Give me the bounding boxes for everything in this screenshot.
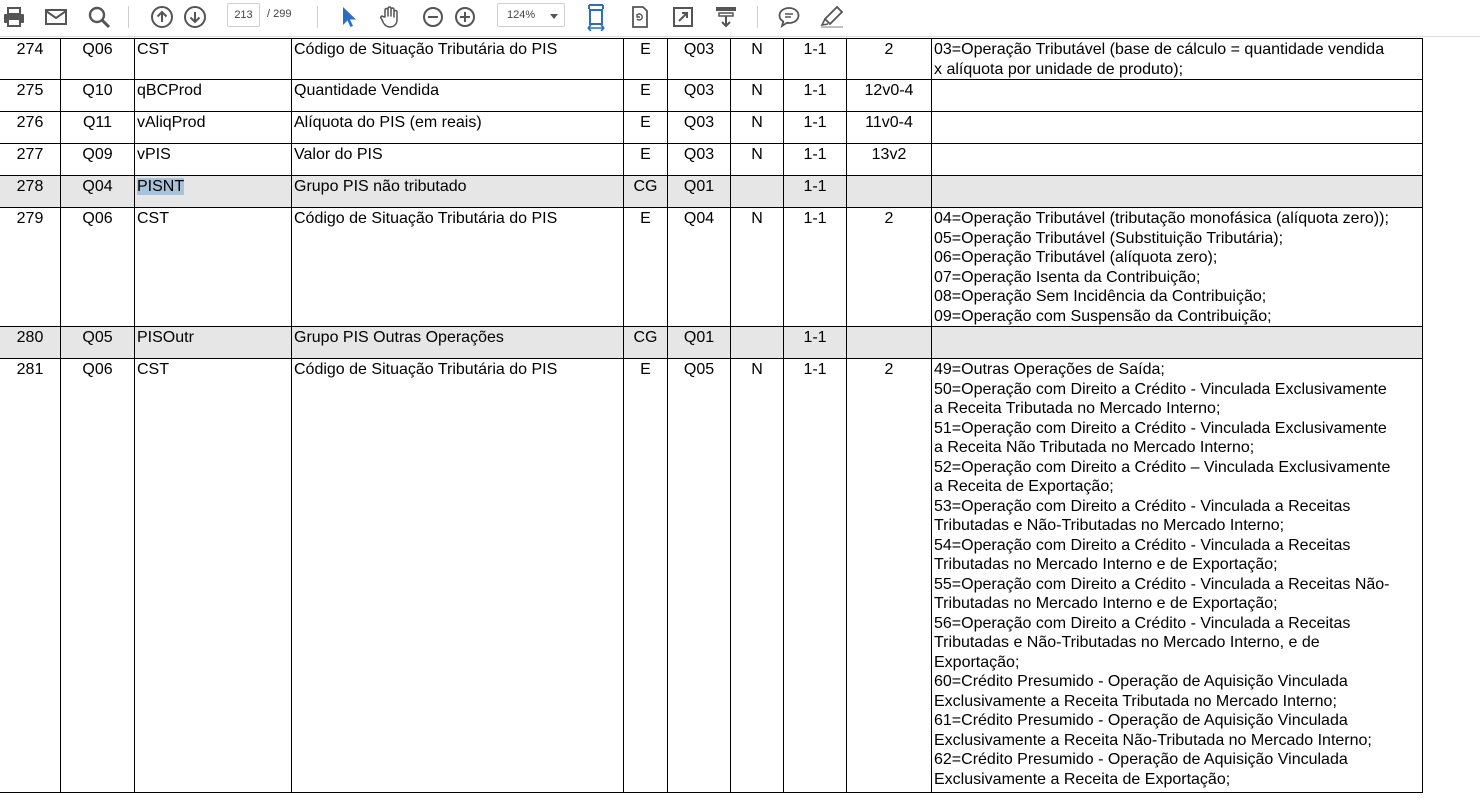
data-type-cell bbox=[731, 80, 784, 112]
description-text[interactable]: Quantidade Vendida bbox=[294, 82, 440, 99]
data-type-cell bbox=[731, 176, 784, 208]
field-id-text[interactable]: Q09 bbox=[82, 146, 113, 163]
zoom-in-button[interactable] bbox=[451, 4, 479, 30]
row-number-cell bbox=[0, 208, 61, 327]
parent-cell bbox=[668, 144, 731, 176]
row-number-text[interactable]: 277 bbox=[16, 146, 44, 163]
data-type-text[interactable]: N bbox=[751, 146, 763, 163]
data-type-cell bbox=[731, 359, 784, 793]
occurrence-text[interactable]: 1-1 bbox=[803, 146, 827, 163]
observation-line[interactable]: Tributadas e Não-Tributadas no Mercado Interno; bbox=[934, 517, 1285, 534]
zoom-out-button[interactable] bbox=[419, 4, 447, 30]
data-type-text[interactable]: N bbox=[751, 82, 763, 99]
parent-text[interactable]: Q04 bbox=[683, 210, 715, 227]
rotate-icon bbox=[629, 5, 651, 29]
observation-cell bbox=[932, 112, 1423, 144]
field-name-text[interactable]: vPIS bbox=[137, 146, 171, 163]
highlight-icon bbox=[819, 5, 845, 29]
page-up-icon bbox=[150, 5, 174, 29]
next-page-button[interactable] bbox=[181, 4, 209, 30]
field-name-text[interactable]: PISNT bbox=[137, 178, 185, 195]
table-row bbox=[0, 359, 1423, 793]
table-row bbox=[0, 39, 1423, 80]
rotate-button[interactable] bbox=[626, 4, 654, 30]
comment-icon bbox=[777, 5, 801, 29]
scroll-mode-icon bbox=[713, 5, 739, 29]
row-number-text[interactable]: 274 bbox=[16, 41, 44, 58]
hand-icon bbox=[378, 5, 402, 29]
row-number-cell bbox=[0, 359, 61, 793]
observation-cell bbox=[932, 39, 1423, 80]
occurrence-cell bbox=[784, 144, 847, 176]
field-name-cell bbox=[135, 112, 292, 144]
field-id-text[interactable]: Q11 bbox=[82, 114, 113, 131]
observation-line[interactable]: a Receita de Exportação; bbox=[934, 478, 1114, 495]
description-cell bbox=[292, 327, 624, 359]
row-number-text[interactable]: 275 bbox=[16, 82, 44, 99]
field-id-cell bbox=[61, 327, 135, 359]
element-type-text[interactable]: E bbox=[640, 114, 651, 131]
row-number-cell bbox=[0, 112, 61, 144]
email-icon bbox=[44, 7, 68, 27]
field-name-text[interactable]: vAliqProd bbox=[137, 114, 206, 131]
page-number-input[interactable] bbox=[227, 3, 260, 27]
row-number-cell bbox=[0, 176, 61, 208]
parent-cell bbox=[668, 359, 731, 793]
element-type-cell bbox=[624, 112, 668, 144]
size-text[interactable]: 12v0-4 bbox=[864, 82, 914, 99]
occurrence-cell bbox=[784, 327, 847, 359]
observation-line[interactable]: 08=Operação Sem Incidência da Contribuição; bbox=[934, 288, 1267, 305]
observation-cell bbox=[932, 176, 1423, 208]
observation-line[interactable]: Tributadas e Não-Tributadas no Mercado Interno, e de bbox=[934, 634, 1320, 651]
size-cell bbox=[847, 112, 932, 144]
field-id-cell bbox=[61, 112, 135, 144]
element-type-text[interactable]: E bbox=[640, 361, 651, 378]
observation-line[interactable]: Exclusivamente a Receita de Exportação; bbox=[934, 770, 1231, 788]
row-number-text[interactable]: 279 bbox=[16, 210, 44, 227]
page-total-label: / 299 bbox=[267, 8, 292, 20]
description-text[interactable]: Grupo PIS Outras Operações bbox=[294, 329, 504, 346]
size-cell bbox=[847, 80, 932, 112]
size-text[interactable]: 13v2 bbox=[871, 146, 907, 163]
parent-cell bbox=[668, 112, 731, 144]
occurrence-cell bbox=[784, 80, 847, 112]
observation-cell bbox=[932, 208, 1423, 327]
row-number-text[interactable]: 280 bbox=[16, 329, 44, 346]
observation-line[interactable]: 07=Operação Isenta da Contribuição; bbox=[934, 268, 1201, 286]
occurrence-text[interactable]: 1-1 bbox=[803, 210, 827, 227]
observation-line[interactable]: 51=Operação com Direito a Crédito - Vinculada Exclusivamente bbox=[934, 419, 1387, 437]
parent-text[interactable]: Q03 bbox=[683, 41, 715, 58]
size-text[interactable]: 2 bbox=[884, 210, 894, 227]
occurrence-cell bbox=[784, 39, 847, 80]
description-cell bbox=[292, 144, 624, 176]
field-name-text[interactable]: qBCProd bbox=[137, 82, 202, 99]
row-number-cell bbox=[0, 144, 61, 176]
row-number-text[interactable]: 281 bbox=[16, 361, 44, 378]
parent-text[interactable]: Q03 bbox=[683, 114, 715, 131]
size-cell bbox=[847, 144, 932, 176]
parent-text[interactable]: Q03 bbox=[683, 82, 715, 99]
hand-tool-button[interactable] bbox=[376, 4, 404, 30]
observation-line[interactable]: 52=Operação com Direito a Crédito – Vinculada Exclusivamente bbox=[934, 458, 1391, 476]
observation-line[interactable]: Exclusivamente a Receita Tributada no Mercado Interno; bbox=[934, 692, 1337, 710]
size-text[interactable]: 2 bbox=[884, 41, 894, 58]
occurrence-text[interactable]: 1-1 bbox=[803, 41, 827, 58]
field-name-text[interactable]: CST bbox=[137, 41, 169, 58]
field-id-cell bbox=[61, 80, 135, 112]
observation-line[interactable]: x alíquota por unidade de produto); bbox=[934, 60, 1184, 78]
observation-line[interactable]: 60=Crédito Presumido - Operação de Aquisição Vinculada bbox=[934, 673, 1348, 690]
occurrence-text[interactable]: 1-1 bbox=[803, 178, 827, 195]
observation-cell bbox=[932, 327, 1423, 359]
comment-button[interactable] bbox=[775, 4, 803, 30]
parent-cell bbox=[668, 39, 731, 80]
size-text[interactable]: 2 bbox=[884, 361, 894, 378]
occurrence-text[interactable]: 1-1 bbox=[803, 329, 827, 346]
data-type-cell bbox=[731, 39, 784, 80]
observation-line[interactable]: 06=Operação Tributável (alíquota zero); bbox=[934, 249, 1218, 266]
observation-line[interactable]: 50=Operação com Direito a Crédito - Vinculada Exclusivamente bbox=[934, 380, 1387, 398]
parent-cell bbox=[668, 80, 731, 112]
data-type-cell bbox=[731, 112, 784, 144]
occurrence-cell bbox=[784, 112, 847, 144]
description-cell bbox=[292, 176, 624, 208]
field-id-text[interactable]: Q06 bbox=[82, 361, 113, 378]
zoom-level-dropdown[interactable] bbox=[497, 3, 565, 27]
occurrence-cell bbox=[784, 359, 847, 793]
element-type-text[interactable]: E bbox=[640, 210, 651, 227]
description-text[interactable]: Código de Situação Tributária do PIS bbox=[294, 361, 558, 378]
parent-cell bbox=[668, 327, 731, 359]
data-type-cell bbox=[731, 327, 784, 359]
size-cell bbox=[847, 327, 932, 359]
occurrence-text[interactable]: 1-1 bbox=[803, 114, 827, 131]
parent-cell bbox=[668, 176, 731, 208]
table-row bbox=[0, 208, 1423, 327]
description-text[interactable]: Valor do PIS bbox=[294, 146, 383, 163]
fullscreen-button[interactable] bbox=[669, 4, 697, 30]
observation-line[interactable]: 54=Operação com Direito a Crédito - Vinculada a Receitas bbox=[934, 536, 1351, 554]
parent-text[interactable]: Q01 bbox=[683, 178, 715, 195]
size-cell bbox=[847, 39, 932, 80]
observation-line[interactable]: Tributadas no Mercado Interno e de Exportação; bbox=[934, 595, 1278, 612]
parent-text[interactable]: Q03 bbox=[683, 146, 715, 163]
element-type-text[interactable]: E bbox=[640, 41, 651, 58]
observation-line[interactable]: 49=Outras Operações de Saída; bbox=[934, 361, 1165, 378]
data-type-cell bbox=[731, 208, 784, 327]
observation-line[interactable]: Exportação; bbox=[934, 653, 1020, 671]
find-button[interactable] bbox=[85, 4, 113, 30]
description-text[interactable]: Alíquota do PIS (em reais) bbox=[294, 114, 482, 131]
fit-page-button[interactable] bbox=[582, 4, 610, 30]
field-id-text[interactable]: Q10 bbox=[82, 82, 113, 99]
zoom-level-value: 124% bbox=[507, 9, 536, 21]
element-type-text[interactable]: E bbox=[640, 146, 651, 163]
observation-line[interactable]: 09=Operação com Suspensão da Contribuição; bbox=[934, 307, 1272, 325]
data-type-text[interactable]: N bbox=[751, 41, 763, 58]
field-id-text[interactable]: Q05 bbox=[82, 329, 113, 346]
table-row bbox=[0, 112, 1423, 144]
zoom-in-icon bbox=[454, 6, 476, 28]
field-id-cell bbox=[61, 359, 135, 793]
parent-text[interactable]: Q05 bbox=[683, 361, 715, 378]
row-number-cell bbox=[0, 80, 61, 112]
element-type-cell bbox=[624, 327, 668, 359]
element-type-text[interactable]: E bbox=[640, 82, 651, 99]
data-type-cell bbox=[731, 144, 784, 176]
description-text[interactable]: Código de Situação Tributária do PIS bbox=[294, 41, 558, 58]
row-number-text[interactable]: 278 bbox=[16, 178, 44, 195]
highlight-button[interactable] bbox=[818, 4, 846, 30]
element-type-cell bbox=[624, 359, 668, 793]
table-row bbox=[0, 80, 1423, 112]
row-number-cell bbox=[0, 327, 61, 359]
element-type-cell bbox=[624, 208, 668, 327]
field-name-text[interactable]: PISOutr bbox=[137, 329, 194, 346]
fullscreen-icon bbox=[672, 6, 694, 28]
element-type-text[interactable]: CG bbox=[633, 329, 658, 346]
occurrence-cell bbox=[784, 176, 847, 208]
observation-cell bbox=[932, 359, 1423, 793]
occurrence-cell bbox=[784, 208, 847, 327]
parent-cell bbox=[668, 208, 731, 327]
description-text[interactable]: Grupo PIS não tributado bbox=[294, 178, 467, 195]
size-cell bbox=[847, 359, 932, 793]
fit-page-icon bbox=[585, 3, 607, 31]
observation-line[interactable]: 61=Crédito Presumido - Operação de Aquisição Vinculada bbox=[934, 712, 1348, 729]
document-viewport[interactable] bbox=[0, 36, 1480, 806]
observation-line[interactable]: 04=Operação Tributável (tributação monofásica (alíquota zero)); bbox=[934, 210, 1389, 227]
description-cell bbox=[292, 112, 624, 144]
field-id-text[interactable]: Q04 bbox=[82, 178, 113, 195]
parent-text[interactable]: Q01 bbox=[683, 329, 715, 346]
field-name-cell bbox=[135, 144, 292, 176]
field-spec-table bbox=[0, 38, 1423, 793]
search-icon bbox=[87, 5, 111, 29]
print-button[interactable] bbox=[0, 4, 28, 30]
table-row bbox=[0, 144, 1423, 176]
data-type-text[interactable]: N bbox=[751, 361, 763, 378]
table-row bbox=[0, 327, 1423, 359]
observation-line[interactable]: 55=Operação com Direito a Crédito - Vinculada a Receitas Não- bbox=[934, 575, 1390, 593]
field-name-text[interactable]: CST bbox=[137, 361, 169, 378]
element-type-cell bbox=[624, 144, 668, 176]
element-type-text[interactable]: CG bbox=[633, 178, 658, 195]
select-arrow-icon bbox=[338, 5, 358, 29]
description-cell bbox=[292, 39, 624, 80]
observation-line[interactable]: Exclusivamente a Receita Não-Tributada no Mercado Interno; bbox=[934, 731, 1372, 749]
element-type-cell bbox=[624, 176, 668, 208]
size-cell bbox=[847, 208, 932, 327]
scroll-mode-button[interactable] bbox=[712, 4, 740, 30]
observation-line[interactable]: 56=Operação com Direito a Crédito - Vinculada a Receitas bbox=[934, 614, 1351, 632]
select-tool-button[interactable] bbox=[334, 4, 362, 30]
size-text[interactable]: 11v0-4 bbox=[865, 114, 913, 131]
data-type-text[interactable]: N bbox=[751, 210, 763, 227]
previous-page-button[interactable] bbox=[148, 4, 176, 30]
observation-cell bbox=[932, 80, 1423, 112]
pdf-toolbar bbox=[0, 0, 1480, 37]
email-button[interactable] bbox=[42, 4, 70, 30]
description-cell bbox=[292, 80, 624, 112]
element-type-cell bbox=[624, 80, 668, 112]
observation-line[interactable]: 03=Operação Tributável (base de cálculo = quantidade vendida bbox=[934, 41, 1385, 58]
print-icon bbox=[2, 6, 26, 28]
field-name-cell bbox=[135, 208, 292, 327]
table-row bbox=[0, 176, 1423, 208]
data-type-text[interactable]: N bbox=[751, 114, 763, 131]
description-cell bbox=[292, 359, 624, 793]
field-name-cell bbox=[135, 327, 292, 359]
observation-cell bbox=[932, 144, 1423, 176]
field-name-cell bbox=[135, 176, 292, 208]
row-number-text[interactable]: 276 bbox=[16, 114, 44, 131]
observation-line[interactable]: 05=Operação Tributável (Substituição Tributária); bbox=[934, 229, 1284, 247]
field-name-cell bbox=[135, 80, 292, 112]
field-id-cell bbox=[61, 176, 135, 208]
zoom-out-icon bbox=[422, 6, 444, 28]
occurrence-text[interactable]: 1-1 bbox=[803, 361, 827, 378]
observation-line[interactable]: a Receita Não Tributada no Mercado Interno; bbox=[934, 439, 1255, 456]
field-name-cell bbox=[135, 359, 292, 793]
field-name-text[interactable]: CST bbox=[137, 210, 169, 227]
page-down-icon bbox=[183, 5, 207, 29]
occurrence-text[interactable]: 1-1 bbox=[803, 82, 827, 99]
observation-line[interactable]: a Receita Tributada no Mercado Interno; bbox=[934, 400, 1221, 417]
field-name-cell bbox=[135, 39, 292, 80]
description-cell bbox=[292, 208, 624, 327]
observation-line[interactable]: 53=Operação com Direito a Crédito - Vinculada a Receitas bbox=[934, 497, 1351, 515]
chevron-down-icon bbox=[550, 14, 558, 19]
row-number-cell bbox=[0, 39, 61, 80]
observation-line[interactable]: Tributadas no Mercado Interno e de Exportação; bbox=[934, 556, 1278, 573]
field-id-cell bbox=[61, 144, 135, 176]
field-id-cell bbox=[61, 208, 135, 327]
observation-line[interactable]: 62=Crédito Presumido - Operação de Aquisição Vinculada bbox=[934, 751, 1348, 768]
field-id-cell bbox=[61, 39, 135, 80]
description-text[interactable]: Código de Situação Tributária do PIS bbox=[294, 210, 558, 227]
element-type-cell bbox=[624, 39, 668, 80]
field-id-text[interactable]: Q06 bbox=[82, 210, 113, 227]
field-id-text[interactable]: Q06 bbox=[82, 41, 113, 58]
size-cell bbox=[847, 176, 932, 208]
